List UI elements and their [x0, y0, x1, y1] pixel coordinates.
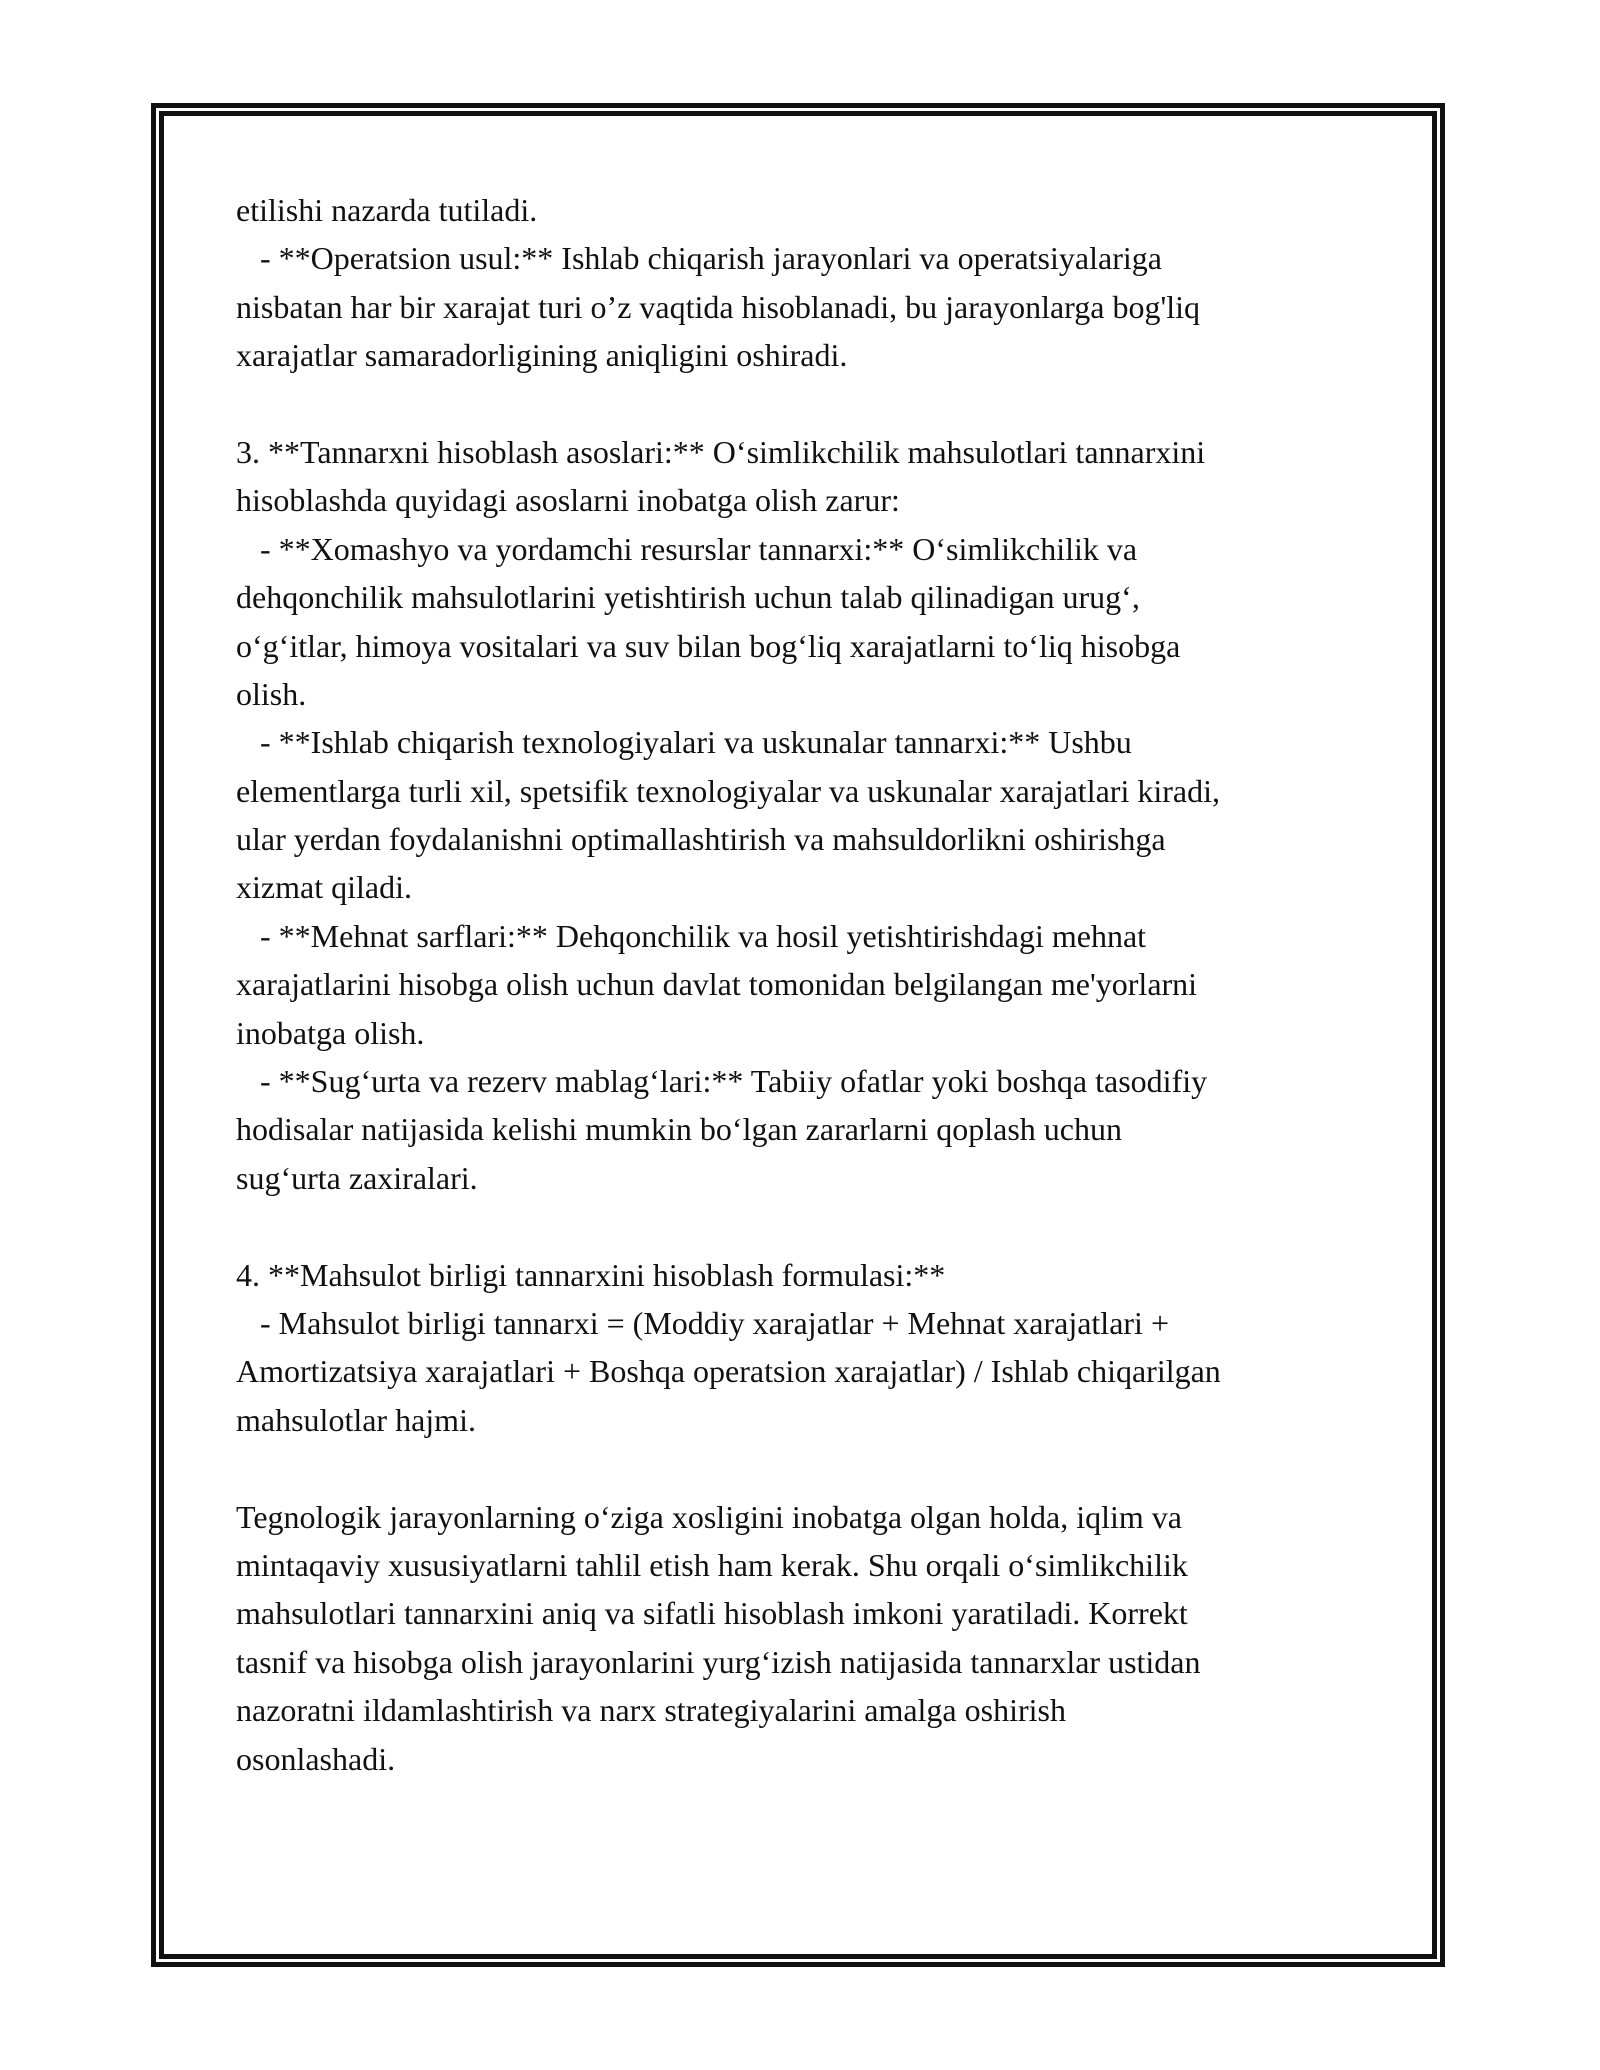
text-line: sug‘urta zaxiralari.	[236, 1159, 478, 1196]
text-line: nazoratni ildamlashtirish va narx strategiyalarini amalga oshirish	[236, 1692, 1066, 1729]
text-line: nisbatan har bir xarajat turi o’z vaqtida hisoblanadi, bu jarayonlarga bog'liq	[236, 288, 1200, 325]
paragraph-break	[236, 380, 1376, 428]
text-line: 4. **Mahsulot birligi tannarxini hisoblash formulasi:**	[236, 1256, 946, 1293]
text-line: mintaqaviy xususiyatlarni tahlil etish ham kerak. Shu orqali o‘simlikchilik	[236, 1546, 1188, 1583]
text-line: osonlashadi.	[236, 1740, 396, 1777]
text-line: ular yerdan foydalanishni optimallashtirish va mahsuldorlikni oshirishga	[236, 821, 1166, 858]
text-line: mahsulotlari tannarxini aniq va sifatli hisoblash imkoni yaratiladi. Korrekt	[236, 1595, 1188, 1632]
text-line: tasnif va hisobga olish jarayonlarini yurg‘izish natijasida tannarxlar ustidan	[236, 1643, 1201, 1680]
text-line: Amortizatsiya xarajatlari + Boshqa operatsion xarajatlar) / Ishlab chiqarilgan	[236, 1353, 1221, 1390]
text-line: - Mahsulot birligi tannarxi = (Moddiy xarajatlar + Mehnat xarajatlari +	[236, 1304, 1169, 1341]
text-line: olish.	[236, 675, 307, 712]
text-line: inobatga olish.	[236, 1014, 425, 1051]
text-line: - **Ishlab chiqarish texnologiyalari va uskunalar tannarxi:** Ushbu	[236, 724, 1132, 761]
text-line: dehqonchilik mahsulotlarini yetishtirish uchun talab qilinadigan urug‘,	[236, 579, 1140, 616]
text-line: 3. **Tannarxni hisoblash asoslari:** O‘simlikchilik mahsulotlari tannarxini	[236, 433, 1206, 470]
paragraph-break	[236, 1444, 1376, 1492]
text-line: xarajatlarini hisobga olish uchun davlat tomonidan belgilangan me'yorlarni	[236, 966, 1198, 1003]
text-line: hodisalar natijasida kelishi mumkin bo‘lgan zararlarni qoplash uchun	[236, 1111, 1122, 1148]
paragraph-break	[236, 1202, 1376, 1250]
text-line: hisoblashda quyidagi asoslarni inobatga olish zarur:	[236, 482, 900, 519]
text-line: - **Sug‘urta va rezerv mablag‘lari:** Tabiiy ofatlar yoki boshqa tasodifiy	[236, 1063, 1208, 1100]
text-line: elementlarga turli xil, spetsifik texnologiyalar va uskunalar xarajatlari kiradi,	[236, 772, 1220, 809]
text-line: etilishi nazarda tutiladi.	[236, 192, 538, 228]
text-line: - **Operatsion usul:** Ishlab chiqarish jarayonlari va operatsiyalariga	[236, 240, 1162, 277]
text-line: xarajatlar samaradorligining aniqligini oshiradi.	[236, 337, 848, 374]
text-line: Tegnologik jarayonlarning o‘ziga xosligini inobatga olgan holda, iqlim va	[236, 1498, 1182, 1535]
document-body	[236, 186, 1376, 1783]
text-line: o‘g‘itlar, himoya vositalari va suv bilan bog‘liq xarajatlarni to‘liq hisobga	[236, 627, 1181, 664]
text-line: - **Xomashyo va yordamchi resurslar tannarxi:** O‘simlikchilik va	[236, 530, 1138, 567]
text-line: mahsulotlar hajmi.	[236, 1401, 476, 1438]
text-line: xizmat qiladi.	[236, 869, 412, 906]
text-line: - **Mehnat sarflari:** Dehqonchilik va hosil yetishtirishdagi mehnat	[236, 917, 1147, 954]
